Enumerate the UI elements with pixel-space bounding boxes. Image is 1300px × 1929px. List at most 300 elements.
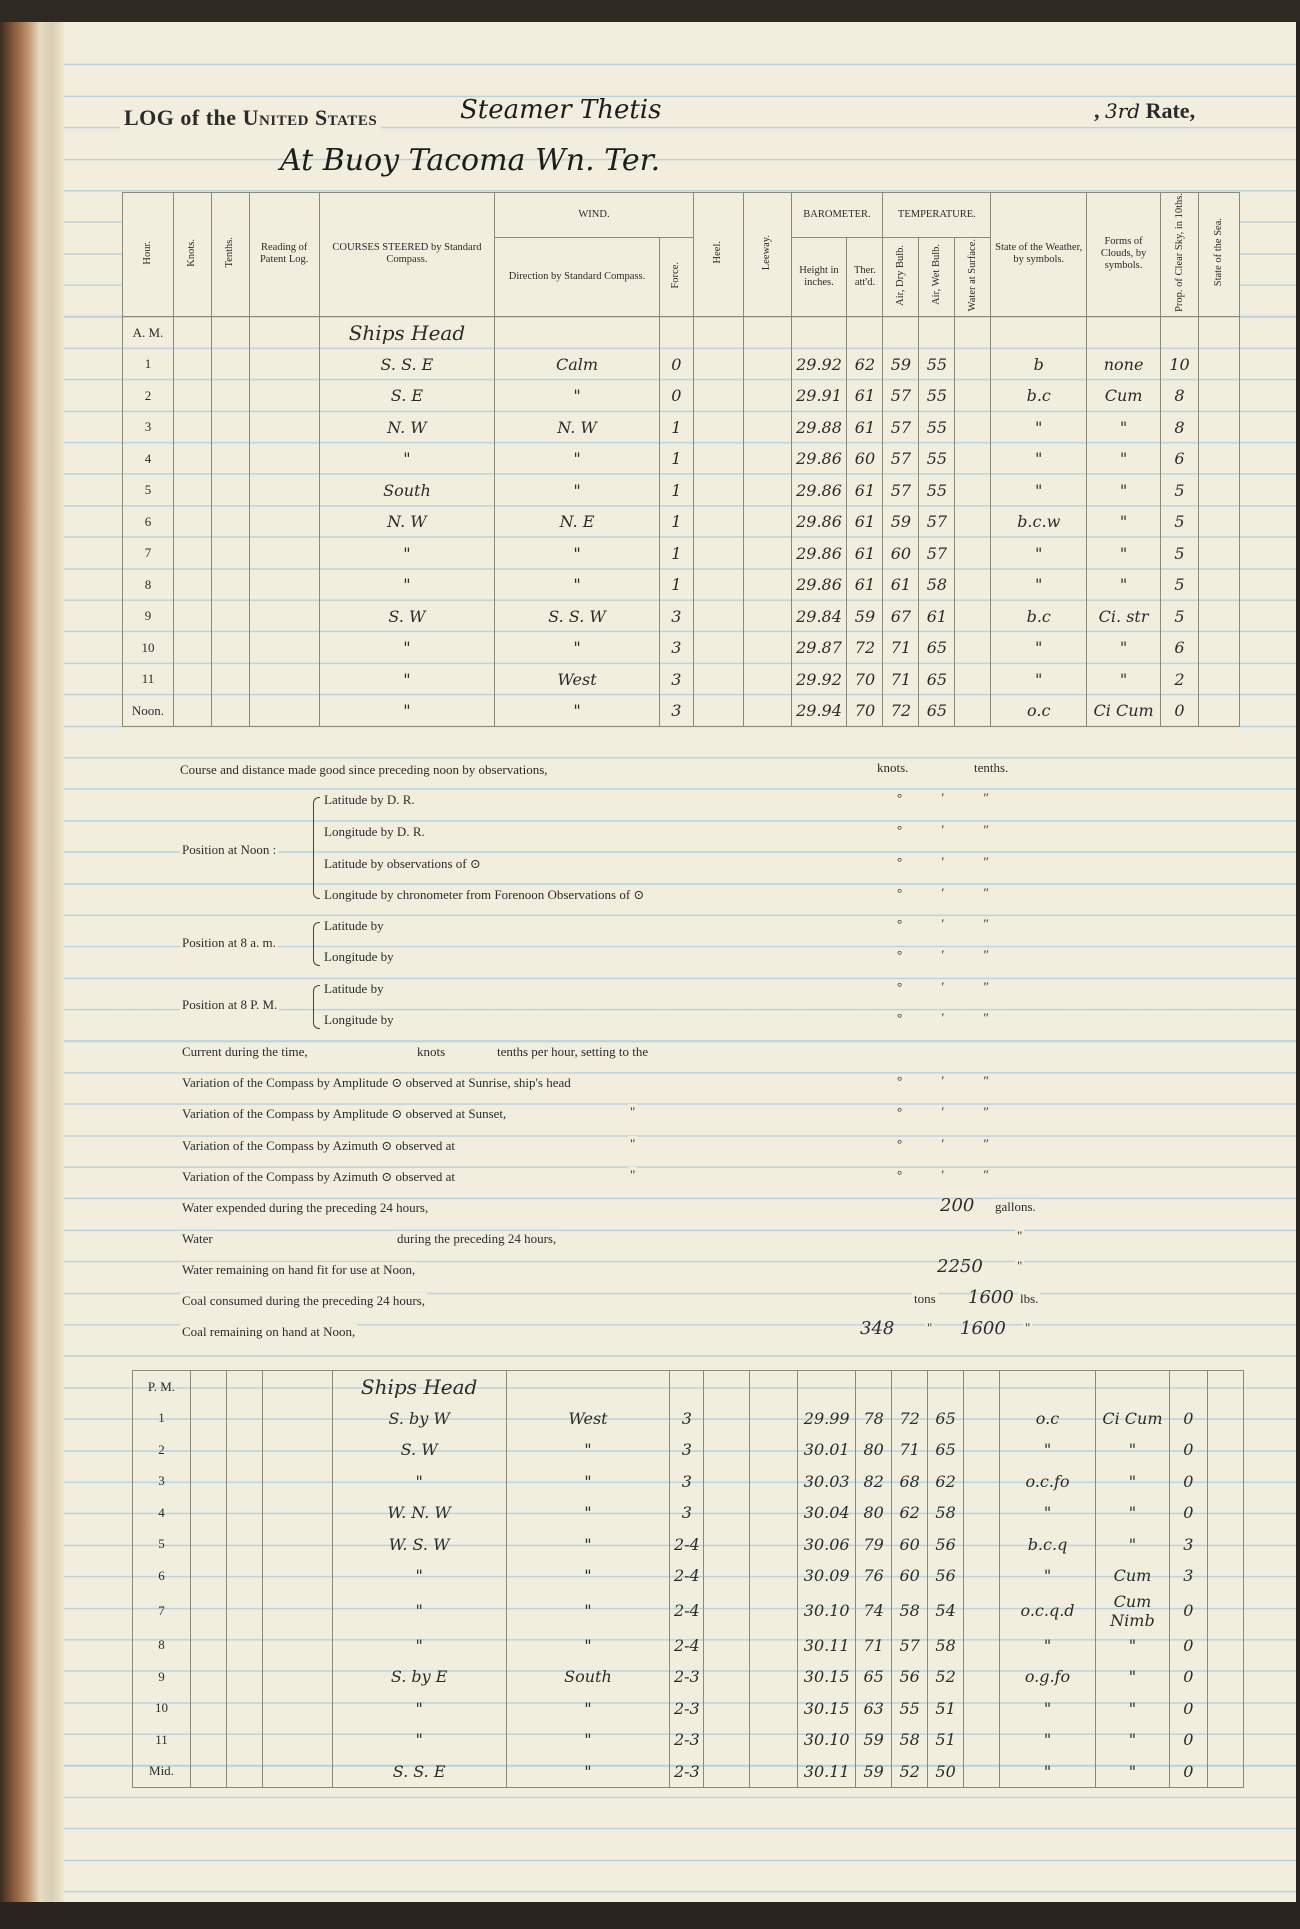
pm-row-9 [133,1661,1244,1693]
pm-ther-cell: 74 [856,1592,892,1630]
pm-clouds-cell: " [1095,1724,1169,1756]
am-weather-cell: " [991,663,1087,695]
pm-row-3 [133,1466,1244,1498]
pm-patent-cell [262,1693,332,1725]
pm-hour-cell: 8 [133,1630,191,1662]
pm-ther-cell: 59 [856,1724,892,1756]
am-knots-cell [173,600,211,632]
rate-word: Rate, [1145,98,1196,123]
pm-knots-cell [190,1724,226,1756]
am-clear-cell: 0 [1161,695,1199,727]
am-bar-cell: 29.86 [791,506,847,538]
pm-hour-cell: 4 [133,1497,191,1529]
pm-leeway-cell [750,1560,798,1592]
pm-clouds-cell: " [1095,1497,1169,1529]
pm-tenths-cell [226,1592,262,1630]
pm-tenths-cell [226,1630,262,1662]
am-course-cell: N. W [319,411,495,443]
am-wet-cell: 61 [919,600,955,632]
location: At Buoy Tacoma Wn. Ter. [280,143,661,178]
pm-wet-cell: 56 [928,1560,964,1592]
pm-wind-cell: " [506,1630,670,1662]
pm-clear-cell: 0 [1169,1497,1207,1529]
lon-8pm: Longitude by [324,1012,394,1027]
col-hour: Hour. [123,193,174,317]
col-wind: WIND. [495,193,694,238]
pm-tenths-cell [226,1560,262,1592]
pm-wet-cell: 54 [928,1592,964,1630]
col-force: Force. [659,237,693,316]
pm-dry-cell: 71 [892,1434,928,1466]
pm-patent-cell [262,1529,332,1561]
pm-course-cell: S. by W [332,1403,506,1435]
am-force-cell: 1 [659,537,693,569]
am-sea-cell [1198,663,1239,695]
am-wet-cell: 58 [919,569,955,601]
pm-ther-cell: 80 [856,1434,892,1466]
am-knots-cell [173,695,211,727]
knots-label: knots. [877,760,909,775]
am-tenths-cell [211,348,249,380]
am-bar-cell: 29.84 [791,600,847,632]
pm-clear-cell: 0 [1169,1592,1207,1630]
pm-water-cell [964,1560,1000,1592]
pm-dry-cell: 60 [892,1529,928,1561]
am-hour-cell: 8 [123,569,174,601]
am-sea-cell [1198,443,1239,475]
pm-bar-cell: 30.04 [798,1497,856,1529]
am-label-row [123,316,1240,348]
am-wind-cell: " [495,569,660,601]
pm-course-cell: " [332,1466,506,1498]
am-dry-cell: 72 [883,695,919,727]
am-ther-cell: 61 [847,506,883,538]
pm-knots-cell [190,1497,226,1529]
am-hour-cell: 1 [123,348,174,380]
am-force-cell: 1 [659,474,693,506]
pm-wind-cell: " [506,1466,670,1498]
am-tenths-cell [211,443,249,475]
pm-tenths-cell [226,1756,262,1788]
am-dry-cell: 71 [883,663,919,695]
col-barometer: BAROMETER. [791,193,883,238]
pm-clear-cell: 0 [1169,1661,1207,1693]
am-ther-cell: 70 [847,663,883,695]
am-dry-cell: 60 [883,537,919,569]
am-wind-cell: " [495,537,660,569]
am-water-cell [955,632,991,664]
pm-force-cell: 2-4 [670,1592,704,1630]
am-clouds-cell: " [1087,411,1161,443]
pm-leeway-cell [750,1592,798,1630]
ditto-water: " [1017,1228,1023,1243]
ditto-tons: " [927,1320,933,1335]
position-8am-label: Position at 8 a. m. [182,935,276,950]
am-wet-cell: 55 [919,411,955,443]
pm-tenths-cell [226,1724,262,1756]
scan-top-edge [0,0,1300,22]
pm-heel-cell [704,1592,750,1630]
pm-wet-cell: 50 [928,1756,964,1788]
am-sea-cell [1198,569,1239,601]
dms-marks: ° ′ ″ [897,1010,993,1025]
am-weather-cell: " [991,632,1087,664]
pm-water-cell [964,1466,1000,1498]
am-row-noon [123,695,1240,727]
pm-knots-cell [190,1756,226,1788]
pm-sea-cell [1207,1434,1243,1466]
pm-weather-cell: " [1000,1693,1096,1725]
am-clouds-cell: Ci Cum [1087,695,1161,727]
am-clouds-cell: " [1087,506,1161,538]
am-force-cell: 1 [659,506,693,538]
pm-course-cell: " [332,1630,506,1662]
coal-consumed: Coal consumed during the preceding 24 hours, [182,1293,425,1308]
var-sunrise: Variation of the Compass by Amplitude ⊙ observed at Sunrise, ship's head [182,1075,571,1090]
am-course-cell: S. W [319,600,495,632]
dms-marks: ° ′ ″ [897,1073,993,1088]
am-leeway-cell [743,537,791,569]
pm-wind-cell: " [506,1434,670,1466]
am-leeway-cell [743,695,791,727]
pm-clear-cell: 0 [1169,1434,1207,1466]
pm-force-cell: 2-3 [670,1756,704,1788]
pm-patent-cell [262,1661,332,1693]
am-leeway-cell [743,411,791,443]
pm-weather-cell: " [1000,1497,1096,1529]
pm-bar-cell: 30.15 [798,1661,856,1693]
am-patent-cell [249,411,319,443]
am-clouds-cell: " [1087,443,1161,475]
am-wind-cell: N. W [495,411,660,443]
pm-row-2 [133,1434,1244,1466]
pm-heel-cell [704,1560,750,1592]
am-leeway-cell [743,506,791,538]
pm-patent-cell [262,1434,332,1466]
am-course-cell: " [319,663,495,695]
pm-force-cell: 2-3 [670,1661,704,1693]
pm-clouds-cell: " [1095,1661,1169,1693]
am-row-7 [123,537,1240,569]
am-sea-cell [1198,411,1239,443]
am-clouds-cell: " [1087,632,1161,664]
gallons: gallons. [995,1199,1036,1214]
pm-label-row [133,1371,1244,1403]
am-sea-cell [1198,632,1239,664]
pm-wet-cell: 62 [928,1466,964,1498]
rate-value: 3rd [1105,99,1141,123]
am-bar-cell: 29.86 [791,569,847,601]
am-wet-cell: 65 [919,632,955,664]
am-course-cell: N. W [319,506,495,538]
col-water-surface: Water at Surface. [955,237,991,316]
pm-heel-cell [704,1724,750,1756]
am-knots-cell [173,411,211,443]
pm-ther-cell: 82 [856,1466,892,1498]
var-azimuth-2: Variation of the Compass by Azimuth ⊙ observed at [182,1169,456,1184]
am-heel-cell [693,474,743,506]
pm-water-cell [964,1756,1000,1788]
pm-sea-cell [1207,1661,1243,1693]
pm-heel-cell [704,1466,750,1498]
pm-sea-cell [1207,1466,1243,1498]
am-bar-cell: 29.87 [791,632,847,664]
am-wind-cell: N. E [495,506,660,538]
am-bar-cell: 29.92 [791,663,847,695]
am-tenths-cell [211,537,249,569]
am-tenths-cell [211,411,249,443]
pm-bar-cell: 30.01 [798,1434,856,1466]
col-height: Height in inches. [791,237,847,316]
am-course-cell: " [319,632,495,664]
am-bar-cell: 29.88 [791,411,847,443]
am-clear-cell: 5 [1161,600,1199,632]
pm-leeway-cell [750,1434,798,1466]
pm-bar-cell: 30.11 [798,1630,856,1662]
lat-dr: Latitude by D. R. [324,792,415,807]
col-tenths: Tenths. [211,193,249,317]
pm-heel-cell [704,1756,750,1788]
am-force-cell: 1 [659,443,693,475]
am-knots-cell [173,443,211,475]
water-remaining-value: 2250 [937,1256,983,1277]
am-patent-cell [249,695,319,727]
pm-clouds-cell: " [1095,1630,1169,1662]
pm-ther-cell: 71 [856,1630,892,1662]
am-heel-cell [693,537,743,569]
pm-weather-cell: " [1000,1724,1096,1756]
pm-leeway-cell [750,1403,798,1435]
am-tenths-cell [211,632,249,664]
am-course-cell: " [319,695,495,727]
pm-course-cell: " [332,1724,506,1756]
am-wind-cell: West [495,663,660,695]
am-leeway-cell [743,663,791,695]
am-dry-cell: 59 [883,506,919,538]
dms-marks: ° ′ ″ [897,822,993,837]
current-tenths: tenths per hour, setting to the [497,1044,649,1059]
am-dry-cell: 57 [883,443,919,475]
pm-wind-cell: " [506,1592,670,1630]
pm-water-cell [964,1403,1000,1435]
pm-clear-cell: 0 [1169,1724,1207,1756]
pm-dry-cell: 57 [892,1630,928,1662]
am-course-cell: South [319,474,495,506]
am-force-cell: 3 [659,600,693,632]
water-expended-value: 200 [940,1195,975,1216]
pm-wet-cell: 65 [928,1434,964,1466]
pm-clear-cell: 0 [1169,1630,1207,1662]
water-remaining: Water remaining on hand fit for use at Noon, [182,1262,416,1277]
pm-clouds-cell: Cum [1095,1560,1169,1592]
pm-tenths-cell [226,1403,262,1435]
dms-marks: ° ′ ″ [897,790,993,805]
ditto-remaining: " [1017,1258,1023,1273]
am-wet-cell: 55 [919,348,955,380]
pm-wind-cell: " [506,1724,670,1756]
pm-ther-cell: 59 [856,1756,892,1788]
am-clouds-cell: " [1087,537,1161,569]
pm-dry-cell: 60 [892,1560,928,1592]
pm-sea-cell [1207,1560,1243,1592]
pm-course-cell: W. N. W [332,1497,506,1529]
am-hour-cell: 11 [123,663,174,695]
am-sea-cell [1198,537,1239,569]
am-bar-cell: 29.86 [791,537,847,569]
lon-chrono: Longitude by chronometer from Forenoon Observations of ⊙ [324,887,645,902]
am-patent-cell [249,380,319,412]
8am-bracket [313,922,320,966]
current-knots: knots [417,1044,446,1059]
dms-marks: ° ′ ″ [897,947,993,962]
pm-dry-cell: 52 [892,1756,928,1788]
pm-tenths-cell [226,1497,262,1529]
pm-heel-cell [704,1403,750,1435]
pm-bar-cell: 30.06 [798,1529,856,1561]
8pm-bracket [313,985,320,1029]
am-sea-cell [1198,695,1239,727]
am-water-cell [955,380,991,412]
pm-hour-cell: 11 [133,1724,191,1756]
am-row-1 [123,348,1240,380]
lon-dr: Longitude by D. R. [324,824,425,839]
pm-weather-cell: o.c [1000,1403,1096,1435]
am-water-cell [955,411,991,443]
am-patent-cell [249,348,319,380]
am-clear-cell: 6 [1161,443,1199,475]
am-row-2 [123,380,1240,412]
pm-sea-cell [1207,1529,1243,1561]
am-course-cell: " [319,537,495,569]
pm-course-cell: S. S. E [332,1756,506,1788]
pm-dry-cell: 58 [892,1592,928,1630]
pm-tenths-cell [226,1661,262,1693]
lat-obs: Latitude by observations of ⊙ [324,856,481,871]
pm-heel-cell [704,1497,750,1529]
am-wet-cell: 65 [919,695,955,727]
noon-bracket [313,797,320,899]
am-tenths-cell [211,695,249,727]
pm-weather-cell: o.c.fo [1000,1466,1096,1498]
col-temperature: TEMPERATURE. [883,193,991,238]
am-ther-cell: 72 [847,632,883,664]
am-clouds-cell: Cum [1087,380,1161,412]
pm-weather-cell: o.g.fo [1000,1661,1096,1693]
am-clear-cell: 6 [1161,632,1199,664]
am-wet-cell: 57 [919,506,955,538]
am-knots-cell [173,506,211,538]
pm-heel-cell [704,1529,750,1561]
pm-hour-cell: 3 [133,1466,191,1498]
am-heel-cell [693,411,743,443]
pm-wind-cell: South [506,1661,670,1693]
am-knots-cell [173,380,211,412]
am-force-cell: 0 [659,380,693,412]
pm-row-5 [133,1529,1244,1561]
am-weather-cell: b.c [991,380,1087,412]
am-heel-cell [693,663,743,695]
am-row-10 [123,632,1240,664]
am-heel-cell [693,600,743,632]
am-clouds-cell: none [1087,348,1161,380]
vessel-name: Steamer Thetis [460,95,662,125]
am-sea-cell [1198,348,1239,380]
am-water-cell [955,348,991,380]
pm-clouds-cell: " [1095,1434,1169,1466]
pm-dry-cell: 62 [892,1497,928,1529]
am-row-3 [123,411,1240,443]
am-water-cell [955,474,991,506]
lat-8pm: Latitude by [324,981,384,996]
am-sea-cell [1198,600,1239,632]
pm-force-cell: 3 [670,1466,704,1498]
pm-dry-cell: 56 [892,1661,928,1693]
pm-hour-cell: 2 [133,1434,191,1466]
am-weather-cell: " [991,474,1087,506]
pm-force-cell: 3 [670,1497,704,1529]
dms-marks: ° ′ ″ [897,916,993,931]
pm-wet-cell: 58 [928,1497,964,1529]
am-wet-cell: 55 [919,443,955,475]
lbs-label: lbs. [1020,1291,1039,1306]
am-row-11 [123,663,1240,695]
am-sea-cell [1198,506,1239,538]
am-water-cell [955,506,991,538]
pm-hour-cell: 10 [133,1693,191,1725]
course-made-good: Course and distance made good since preceding noon by observations, [180,762,548,777]
pm-clear-cell: 0 [1169,1693,1207,1725]
pm-sea-cell [1207,1724,1243,1756]
coal-remaining-lbs: 1600 [960,1318,1006,1339]
pm-wind-cell: " [506,1497,670,1529]
pm-weather-cell: b.c.q [1000,1529,1096,1561]
pm-ther-cell: 79 [856,1529,892,1561]
am-leeway-cell [743,474,791,506]
pm-knots-cell [190,1693,226,1725]
am-heel-cell [693,380,743,412]
pm-course-cell: " [332,1560,506,1592]
pm-ther-cell: 78 [856,1403,892,1435]
am-patent-cell [249,663,319,695]
pm-hour-cell: 9 [133,1661,191,1693]
rate-comma: , [1094,98,1100,123]
am-patent-cell [249,569,319,601]
pm-heel-cell [704,1630,750,1662]
am-patent-cell [249,632,319,664]
pm-knots-cell [190,1560,226,1592]
coal-remaining-tons: 348 [860,1318,895,1339]
lon-8am: Longitude by [324,949,394,964]
am-force-cell: 1 [659,411,693,443]
am-hour-cell: 5 [123,474,174,506]
am-heel-cell [693,506,743,538]
am-ther-cell: 61 [847,569,883,601]
am-heel-cell [693,348,743,380]
am-clear-cell: 8 [1161,411,1199,443]
am-knots-cell [173,569,211,601]
am-wind-cell: Calm [495,348,660,380]
am-clouds-cell: " [1087,569,1161,601]
pm-clouds-cell: " [1095,1756,1169,1788]
am-tenths-cell [211,600,249,632]
am-clear-cell: 10 [1161,348,1199,380]
col-courses: COURSES STEERED by Standard Compass. [319,193,495,317]
col-patent-log: Reading of Patent Log. [249,193,319,317]
pm-leeway-cell [750,1497,798,1529]
pm-water-cell [964,1661,1000,1693]
am-row-6 [123,506,1240,538]
am-ther-cell: 60 [847,443,883,475]
